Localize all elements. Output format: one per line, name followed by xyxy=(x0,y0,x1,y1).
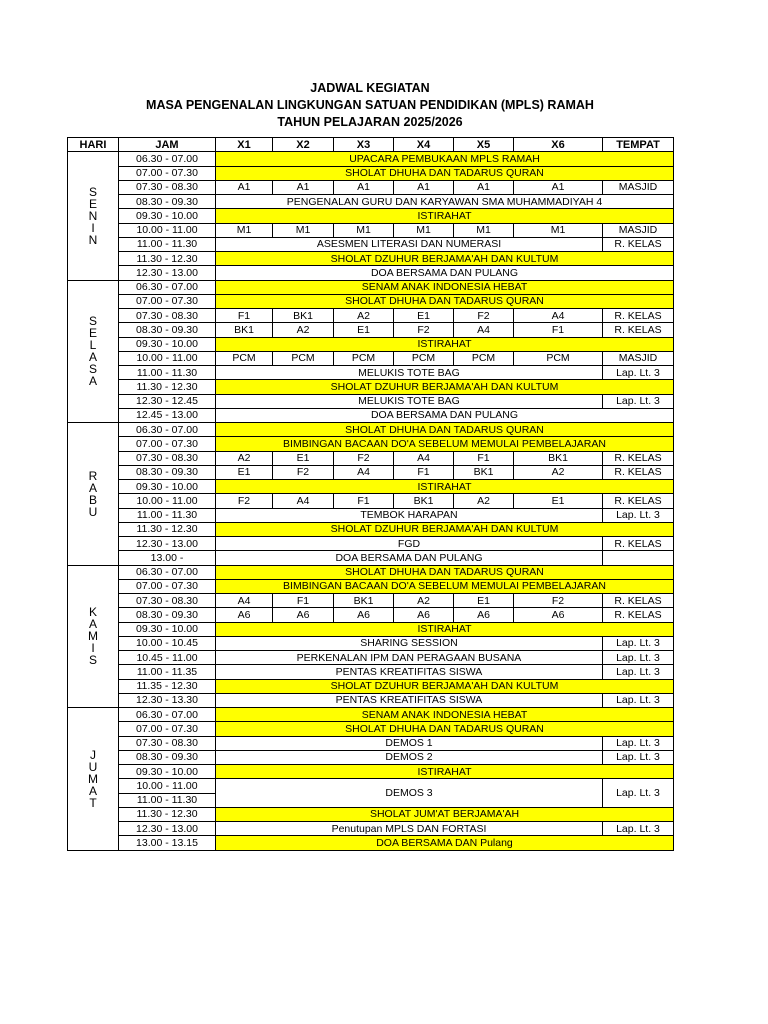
time-cell: 08.30 - 09.30 xyxy=(119,750,216,764)
schedule-row xyxy=(68,465,674,479)
header-x3: X3 xyxy=(334,138,394,152)
time-cell: 07.30 - 08.30 xyxy=(119,180,216,194)
day-letter: A xyxy=(88,374,97,389)
day-cell-senin xyxy=(68,152,119,280)
activity-cell: DOA BERSAMA DAN PULANG xyxy=(216,408,674,422)
schedule-row xyxy=(68,579,674,593)
place-cell: Lap. Lt. 3 xyxy=(603,736,674,750)
class-cell-x6: F1 xyxy=(514,323,603,337)
activity-cell: SHOLAT JUM'AT BERJAMA'AH xyxy=(216,807,674,821)
time-cell: 10.00 - 11.00 xyxy=(119,779,216,793)
schedule-row xyxy=(68,366,674,380)
class-cell-x2: A6 xyxy=(273,608,334,622)
time-cell: 07.30 - 08.30 xyxy=(119,451,216,465)
time-cell: 12.30 - 13.00 xyxy=(119,822,216,836)
class-cell-x4: F2 xyxy=(394,323,454,337)
day-letter: M xyxy=(88,629,98,644)
time-cell: 07.00 - 07.30 xyxy=(119,166,216,180)
time-cell: 11.00 - 11.30 xyxy=(119,237,216,251)
place-cell: Lap. Lt. 3 xyxy=(603,750,674,764)
class-cell-x5: A2 xyxy=(454,494,514,508)
header-x2: X2 xyxy=(273,138,334,152)
activity-cell: SHOLAT DZUHUR BERJAMA'AH DAN KULTUM xyxy=(216,252,674,266)
schedule-row xyxy=(68,537,674,551)
schedule-row xyxy=(68,337,674,351)
time-cell: 07.00 - 07.30 xyxy=(119,722,216,736)
activity-cell: DEMOS 1 xyxy=(216,736,603,750)
schedule-row xyxy=(68,565,674,579)
class-cell-x5: M1 xyxy=(454,223,514,237)
day-letter: S xyxy=(88,184,97,199)
schedule-row xyxy=(68,636,674,650)
activity-cell: SENAM ANAK INDONESIA HEBAT xyxy=(216,708,674,722)
place-cell: R. KELAS xyxy=(603,309,674,323)
time-cell: 12.30 - 13.00 xyxy=(119,266,216,280)
place-cell: MASJID xyxy=(603,223,674,237)
activity-cell: BIMBINGAN BACAAN DO'A SEBELUM MEMULAI PEMBELAJARAN xyxy=(216,437,674,451)
time-cell: 07.00 - 07.30 xyxy=(119,437,216,451)
class-cell-x6: E1 xyxy=(514,494,603,508)
activity-cell: ISTIRAHAT xyxy=(216,765,674,779)
schedule-row xyxy=(68,237,674,251)
class-cell-x3: A1 xyxy=(334,180,394,194)
schedule-row xyxy=(68,351,674,365)
class-cell-x2: F2 xyxy=(273,465,334,479)
time-cell: 06.30 - 07.00 xyxy=(119,565,216,579)
class-cell-x4: M1 xyxy=(394,223,454,237)
day-letter: T xyxy=(89,795,97,810)
time-cell: 07.00 - 07.30 xyxy=(119,579,216,593)
day-letter: J xyxy=(90,747,96,762)
place-cell: Lap. Lt. 3 xyxy=(603,366,674,380)
class-cell-x2: A4 xyxy=(273,494,334,508)
time-cell: 12.45 - 13.00 xyxy=(119,408,216,422)
day-letter: U xyxy=(88,759,98,774)
class-cell-x4: A4 xyxy=(394,451,454,465)
place-cell: R. KELAS xyxy=(603,323,674,337)
activity-cell: PENTAS KREATIFITAS SISWA xyxy=(216,693,603,707)
schedule-row xyxy=(68,394,674,408)
time-cell: 09.30 - 10.00 xyxy=(119,337,216,351)
class-cell-x4: A6 xyxy=(394,608,454,622)
day-letter: B xyxy=(88,492,97,507)
class-cell-x4: E1 xyxy=(394,309,454,323)
time-cell: 11.35 - 12.30 xyxy=(119,679,216,693)
schedule-row xyxy=(68,822,674,836)
day-cell-rabu xyxy=(68,423,119,566)
class-cell-x6: PCM xyxy=(514,351,603,365)
time-cell: 10.00 - 11.00 xyxy=(119,494,216,508)
time-cell: 09.30 - 10.00 xyxy=(119,209,216,223)
schedule-table xyxy=(67,137,674,851)
activity-cell: ASESMEN LITERASI DAN NUMERASI xyxy=(216,237,603,251)
header-row xyxy=(68,138,674,152)
activity-cell: SENAM ANAK INDONESIA HEBAT xyxy=(216,280,674,294)
time-cell: 08.30 - 09.30 xyxy=(119,323,216,337)
schedule-row xyxy=(68,152,674,166)
time-cell: 11.30 - 12.30 xyxy=(119,807,216,821)
schedule-row xyxy=(68,508,674,522)
class-cell-x6: F2 xyxy=(514,594,603,608)
time-cell: 12.30 - 12.45 xyxy=(119,394,216,408)
class-cell-x5: BK1 xyxy=(454,465,514,479)
day-cell-jumat xyxy=(68,708,119,851)
schedule-row xyxy=(68,451,674,465)
class-cell-x5: F1 xyxy=(454,451,514,465)
activity-cell: FGD xyxy=(216,537,603,551)
schedule-row xyxy=(68,722,674,736)
activity-cell: SHOLAT DHUHA DAN TADARUS QURAN xyxy=(216,722,674,736)
class-cell-x3: A6 xyxy=(334,608,394,622)
class-cell-x1: PCM xyxy=(216,351,273,365)
time-cell: 07.00 - 07.30 xyxy=(119,294,216,308)
schedule-row xyxy=(68,594,674,608)
time-cell: 11.00 - 11.30 xyxy=(119,508,216,522)
place-cell: R. KELAS xyxy=(603,465,674,479)
time-cell: 06.30 - 07.00 xyxy=(119,708,216,722)
place-cell: Lap. Lt. 3 xyxy=(603,651,674,665)
header-x6: X6 xyxy=(514,138,603,152)
day-letter: S xyxy=(88,653,97,668)
schedule-row xyxy=(68,309,674,323)
day-letter: A xyxy=(88,480,97,495)
place-cell: MASJID xyxy=(603,180,674,194)
schedule-row xyxy=(68,480,674,494)
time-cell: 10.45 - 11.00 xyxy=(119,651,216,665)
place-cell: Lap. Lt. 3 xyxy=(603,394,674,408)
header-tempat: TEMPAT xyxy=(603,138,674,152)
day-letter: S xyxy=(88,314,97,329)
schedule-row xyxy=(68,736,674,750)
day-letter: A xyxy=(88,617,97,632)
class-cell-x1: F1 xyxy=(216,309,273,323)
schedule-row xyxy=(68,522,674,536)
schedule-row xyxy=(68,180,674,194)
class-cell-x6: A2 xyxy=(514,465,603,479)
activity-cell: ISTIRAHAT xyxy=(216,209,674,223)
day-letter: R xyxy=(88,468,98,483)
activity-cell: MELUKIS TOTE BAG xyxy=(216,394,603,408)
class-cell-x6: A1 xyxy=(514,180,603,194)
schedule-row xyxy=(68,807,674,821)
schedule-row xyxy=(68,423,674,437)
class-cell-x3: A2 xyxy=(334,309,394,323)
class-cell-x3: F2 xyxy=(334,451,394,465)
schedule-row xyxy=(68,195,674,209)
class-cell-x1: A6 xyxy=(216,608,273,622)
time-cell: 06.30 - 07.00 xyxy=(119,423,216,437)
class-cell-x5: A4 xyxy=(454,323,514,337)
day-letter: A xyxy=(88,783,97,798)
header-x5: X5 xyxy=(454,138,514,152)
time-cell: 11.00 - 11.35 xyxy=(119,665,216,679)
schedule-body xyxy=(68,152,674,850)
day-letter: E xyxy=(88,326,97,341)
time-cell: 11.30 - 12.30 xyxy=(119,522,216,536)
class-cell-x2: A1 xyxy=(273,180,334,194)
activity-cell: SHARING SESSION xyxy=(216,636,603,650)
time-cell: 12.30 - 13.00 xyxy=(119,537,216,551)
day-letter: U xyxy=(88,504,98,519)
class-cell-x2: A2 xyxy=(273,323,334,337)
place-cell xyxy=(603,551,674,565)
schedule-row xyxy=(68,223,674,237)
class-cell-x4: PCM xyxy=(394,351,454,365)
class-cell-x2: PCM xyxy=(273,351,334,365)
activity-cell: DOA BERSAMA DAN Pulang xyxy=(216,836,674,850)
schedule-row xyxy=(68,679,674,693)
place-cell: R. KELAS xyxy=(603,237,674,251)
time-cell: 09.30 - 10.00 xyxy=(119,765,216,779)
time-cell: 08.30 - 09.30 xyxy=(119,608,216,622)
class-cell-x2: E1 xyxy=(273,451,334,465)
document-title-block xyxy=(0,80,740,131)
day-letter: S xyxy=(88,362,97,377)
activity-cell: PENTAS KREATIFITAS SISWA xyxy=(216,665,603,679)
activity-cell: PENGENALAN GURU DAN KARYAWAN SMA MUHAMMADIYAH 4 xyxy=(216,195,674,209)
class-cell-x5: A1 xyxy=(454,180,514,194)
place-cell: R. KELAS xyxy=(603,608,674,622)
class-cell-x6: BK1 xyxy=(514,451,603,465)
place-cell: Lap. Lt. 3 xyxy=(603,779,674,808)
class-cell-x4: A1 xyxy=(394,180,454,194)
place-cell: MASJID xyxy=(603,351,674,365)
day-letter: I xyxy=(91,641,95,656)
time-cell: 11.30 - 12.30 xyxy=(119,380,216,394)
class-cell-x5: A6 xyxy=(454,608,514,622)
time-cell: 13.00 - xyxy=(119,551,216,565)
schedule-row xyxy=(68,266,674,280)
class-cell-x3: F1 xyxy=(334,494,394,508)
place-cell: Lap. Lt. 3 xyxy=(603,822,674,836)
activity-cell: ISTIRAHAT xyxy=(216,337,674,351)
place-cell: Lap. Lt. 3 xyxy=(603,693,674,707)
class-cell-x1: A2 xyxy=(216,451,273,465)
activity-cell: SHOLAT DHUHA DAN TADARUS QURAN xyxy=(216,423,674,437)
place-cell: R. KELAS xyxy=(603,537,674,551)
time-cell: 07.30 - 08.30 xyxy=(119,309,216,323)
header-x4: X4 xyxy=(394,138,454,152)
time-cell: 10.00 - 11.00 xyxy=(119,223,216,237)
time-cell: 08.30 - 09.30 xyxy=(119,195,216,209)
activity-cell: ISTIRAHAT xyxy=(216,480,674,494)
time-cell: 09.30 - 10.00 xyxy=(119,622,216,636)
activity-cell: Penutupan MPLS DAN FORTASI xyxy=(216,822,603,836)
doc-subtitle: MASA PENGENALAN LINGKUNGAN SATUAN PENDIDIKAN (MPLS) RAMAH xyxy=(146,98,594,112)
class-cell-x1: M1 xyxy=(216,223,273,237)
activity-cell: SHOLAT DHUHA DAN TADARUS QURAN xyxy=(216,166,674,180)
class-cell-x3: E1 xyxy=(334,323,394,337)
schedule-row xyxy=(68,836,674,850)
day-letter: I xyxy=(91,220,95,235)
time-cell: 07.30 - 08.30 xyxy=(119,594,216,608)
class-cell-x2: M1 xyxy=(273,223,334,237)
time-cell: 11.30 - 12.30 xyxy=(119,252,216,266)
class-cell-x5: E1 xyxy=(454,594,514,608)
class-cell-x3: M1 xyxy=(334,223,394,237)
class-cell-x1: BK1 xyxy=(216,323,273,337)
time-cell: 13.00 - 13.15 xyxy=(119,836,216,850)
schedule-row xyxy=(68,437,674,451)
schedule-row xyxy=(68,280,674,294)
schedule-row xyxy=(68,665,674,679)
day-letter: M xyxy=(88,771,98,786)
time-cell: 12.30 - 13.30 xyxy=(119,693,216,707)
schedule-row xyxy=(68,608,674,622)
activity-cell: TEMBOK HARAPAN xyxy=(216,508,603,522)
class-cell-x5: F2 xyxy=(454,309,514,323)
activity-cell: SHOLAT DZUHUR BERJAMA'AH DAN KULTUM xyxy=(216,522,674,536)
schedule-row xyxy=(68,252,674,266)
place-cell: Lap. Lt. 3 xyxy=(603,636,674,650)
doc-year: TAHUN PELAJARAN 2025/2026 xyxy=(277,115,463,129)
place-cell: Lap. Lt. 3 xyxy=(603,665,674,679)
class-cell-x6: A4 xyxy=(514,309,603,323)
time-cell: 09.30 - 10.00 xyxy=(119,480,216,494)
time-cell: 11.00 - 11.30 xyxy=(119,793,216,807)
day-cell-kamis xyxy=(68,565,119,708)
activity-cell: BIMBINGAN BACAAN DO'A SEBELUM MEMULAI PEMBELAJARAN xyxy=(216,579,674,593)
header-jam: JAM xyxy=(119,138,216,152)
schedule-row xyxy=(68,779,674,793)
time-cell: 07.30 - 08.30 xyxy=(119,736,216,750)
schedule-row xyxy=(68,651,674,665)
activity-cell: SHOLAT DZUHUR BERJAMA'AH DAN KULTUM xyxy=(216,380,674,394)
time-cell: 11.00 - 11.30 xyxy=(119,366,216,380)
schedule-row xyxy=(68,494,674,508)
activity-cell: DOA BERSAMA DAN PULANG xyxy=(216,551,603,565)
day-letter: K xyxy=(88,605,97,620)
class-cell-x2: BK1 xyxy=(273,309,334,323)
day-letter: N xyxy=(88,208,98,223)
header-hari: HARI xyxy=(68,138,119,152)
place-cell: R. KELAS xyxy=(603,594,674,608)
activity-cell: DEMOS 3 xyxy=(216,779,603,808)
activity-cell: UPACARA PEMBUKAAN MPLS RAMAH xyxy=(216,152,674,166)
schedule-row xyxy=(68,708,674,722)
schedule-row xyxy=(68,551,674,565)
day-cell-selasa xyxy=(68,280,119,423)
day-letter: E xyxy=(88,196,97,211)
schedule-row xyxy=(68,750,674,764)
activity-cell: SHOLAT DHUHA DAN TADARUS QURAN xyxy=(216,565,674,579)
time-cell: 08.30 - 09.30 xyxy=(119,465,216,479)
class-cell-x6: A6 xyxy=(514,608,603,622)
day-letter: L xyxy=(89,338,97,353)
activity-cell: DOA BERSAMA DAN PULANG xyxy=(216,266,674,280)
schedule-row xyxy=(68,693,674,707)
place-cell: R. KELAS xyxy=(603,494,674,508)
class-cell-x1: A4 xyxy=(216,594,273,608)
schedule-row xyxy=(68,765,674,779)
day-letter: A xyxy=(88,350,97,365)
place-cell: Lap. Lt. 3 xyxy=(603,508,674,522)
schedule-row xyxy=(68,294,674,308)
time-cell: 06.30 - 07.00 xyxy=(119,280,216,294)
header-x1: X1 xyxy=(216,138,273,152)
class-cell-x5: PCM xyxy=(454,351,514,365)
activity-cell: ISTIRAHAT xyxy=(216,622,674,636)
place-cell: R. KELAS xyxy=(603,451,674,465)
time-cell: 10.00 - 10.45 xyxy=(119,636,216,650)
class-cell-x3: BK1 xyxy=(334,594,394,608)
doc-title: JADWAL KEGIATAN xyxy=(310,81,430,95)
class-cell-x1: E1 xyxy=(216,465,273,479)
class-cell-x4: BK1 xyxy=(394,494,454,508)
class-cell-x1: A1 xyxy=(216,180,273,194)
class-cell-x4: A2 xyxy=(394,594,454,608)
schedule-row xyxy=(68,622,674,636)
class-cell-x3: A4 xyxy=(334,465,394,479)
schedule-row xyxy=(68,408,674,422)
class-cell-x1: F2 xyxy=(216,494,273,508)
day-letter: N xyxy=(88,232,98,247)
class-cell-x4: F1 xyxy=(394,465,454,479)
activity-cell: PERKENALAN IPM DAN PERAGAAN BUSANA xyxy=(216,651,603,665)
class-cell-x3: PCM xyxy=(334,351,394,365)
schedule-row xyxy=(68,380,674,394)
schedule-row xyxy=(68,323,674,337)
activity-cell: SHOLAT DHUHA DAN TADARUS QURAN xyxy=(216,294,674,308)
time-cell: 06.30 - 07.00 xyxy=(119,152,216,166)
class-cell-x6: M1 xyxy=(514,223,603,237)
schedule-row xyxy=(68,209,674,223)
activity-cell: DEMOS 2 xyxy=(216,750,603,764)
activity-cell: MELUKIS TOTE BAG xyxy=(216,366,603,380)
class-cell-x2: F1 xyxy=(273,594,334,608)
time-cell: 10.00 - 11.00 xyxy=(119,351,216,365)
activity-cell: SHOLAT DZUHUR BERJAMA'AH DAN KULTUM xyxy=(216,679,674,693)
schedule-row xyxy=(68,166,674,180)
